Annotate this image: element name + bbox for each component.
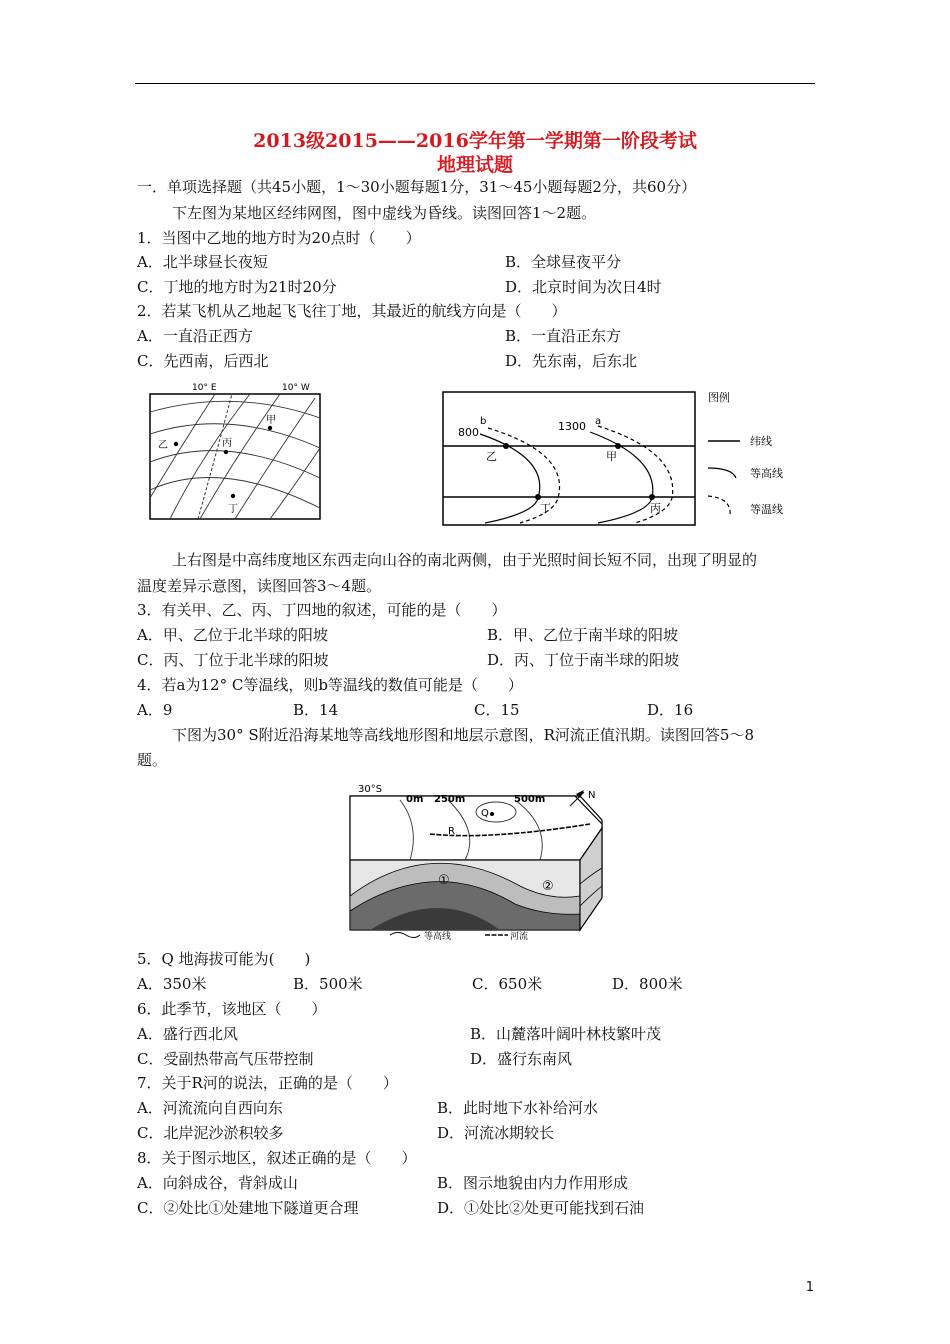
valley-figure xyxy=(440,388,800,528)
q7-option-d: D．河流冰期较长 xyxy=(437,1124,555,1142)
q5-option-a: A．350米 xyxy=(137,975,207,993)
q4-option-a: A．9 xyxy=(137,701,173,719)
q5-option-d: D．800米 xyxy=(612,975,683,993)
q6-option-d: D．盛行东南风 xyxy=(470,1050,573,1068)
q1-option-a: A．北半球昼长夜短 xyxy=(137,253,268,271)
graticule-figure xyxy=(140,378,330,524)
q1-option-d: D．北京时间为次日4时 xyxy=(505,278,662,296)
q2-option-c: C．先西南，后西北 xyxy=(137,352,269,370)
q6-option-a: A．盛行西北风 xyxy=(137,1025,238,1043)
label-30s: 30°S xyxy=(358,784,383,795)
q5-option-b: B．500米 xyxy=(293,975,363,993)
q7-option-b: B．此时地下水补给河水 xyxy=(437,1099,599,1117)
legend-river: 河流 xyxy=(510,932,529,942)
q8-option-c: C．②处比①处建地下隧道更合理 xyxy=(137,1199,359,1217)
legend-contour-b: 等高线 xyxy=(424,932,452,942)
q1-option-c: C．丁地的地方时为21时20分 xyxy=(137,278,337,296)
label-800: 800 xyxy=(458,426,479,439)
contour-0m: 0m xyxy=(406,794,424,805)
label-1300: 1300 xyxy=(558,420,586,433)
section-heading: 一．单项选择题（共45小题，1～30小题每题1分，31～45小题每题2分，共60分） xyxy=(137,178,697,196)
q2-option-d: D．先东南，后东北 xyxy=(505,352,638,370)
group2-intro-1: 上右图是中高纬度地区东西走向山谷的南北两侧，由于光照时间长短不同，出现了明显的 xyxy=(172,551,758,569)
group3-intro-2: 题。 xyxy=(137,751,168,769)
q6-option-b: B．山麓落叶阔叶林枝繁叶茂 xyxy=(470,1025,662,1043)
q4-option-b: B．14 xyxy=(293,701,339,719)
legend-contour: 等高线 xyxy=(750,467,783,480)
label-b: b xyxy=(480,416,487,427)
point-bing: 丙 xyxy=(222,438,232,449)
group3-intro-1: 下图为30° S附近沿海某地等高线地形图和地层示意图，R河流正值汛期。读图回答5～8 xyxy=(172,726,755,744)
contour-250m: 250m xyxy=(434,794,466,805)
q7-option-a: A．河流流向自西向东 xyxy=(137,1099,283,1117)
q3-option-d: D．丙、丁位于南半球的阳坡 xyxy=(487,651,680,669)
legend-isotherm: 等温线 xyxy=(750,503,783,516)
q7-stem: 7．关于R河的说法，正确的是（ ） xyxy=(137,1074,398,1092)
lon-label-10e: 10° E xyxy=(192,383,217,393)
point-ding-r: 丁 xyxy=(540,502,551,515)
point-q: Q xyxy=(481,808,489,819)
lon-label-10w: 10° W xyxy=(282,383,310,393)
point-yi-r: 乙 xyxy=(486,450,497,463)
subject-title: 地理试题 xyxy=(436,154,513,176)
group1-intro: 下左图为某地区经纬网图，图中虚线为昏线。读图回答1～2题。 xyxy=(172,204,597,222)
q4-option-c: C．15 xyxy=(474,701,520,719)
point-jia: 甲 xyxy=(266,415,276,426)
layer-2-label: ② xyxy=(542,879,554,894)
q6-stem: 6．此季节，该地区（ ） xyxy=(137,1000,327,1018)
layer-1-label: ① xyxy=(438,873,450,888)
point-ding: 丁 xyxy=(228,504,238,515)
q6-option-c: C．受副热带高气压带控制 xyxy=(137,1050,314,1068)
q8-option-b: B．图示地貌由内力作用形成 xyxy=(437,1174,629,1192)
legend-latitude: 纬线 xyxy=(750,435,772,448)
q7-option-c: C．北岸泥沙淤积较多 xyxy=(137,1124,284,1142)
label-a: a xyxy=(595,416,602,427)
group2-intro-2: 温度差异示意图，读图回答3～4题。 xyxy=(137,577,382,595)
q5-option-c: C．650米 xyxy=(472,975,543,993)
q5-stem: 5．Q 地海拔可能为( ) xyxy=(137,950,311,968)
q1-option-b: B．全球昼夜平分 xyxy=(505,253,622,271)
point-jia-r: 甲 xyxy=(606,450,617,463)
q8-option-a: A．向斜成谷，背斜成山 xyxy=(137,1174,298,1192)
block-diagram-figure xyxy=(340,776,610,942)
q2-option-b: B．一直沿正东方 xyxy=(505,327,622,345)
q3-option-b: B．甲、乙位于南半球的阳坡 xyxy=(487,626,679,644)
point-bing-r: 丙 xyxy=(650,502,661,515)
river-r-label: R xyxy=(448,826,455,837)
legend-title: 图例 xyxy=(708,391,730,404)
q8-stem: 8．关于图示地区，叙述正确的是（ ） xyxy=(137,1149,417,1167)
q3-option-a: A．甲、乙位于北半球的阳坡 xyxy=(137,626,328,644)
q4-stem: 4．若a为12° C等温线，则b等温线的数值可能是（ ） xyxy=(137,676,523,694)
page-number: 1 xyxy=(805,1280,814,1295)
header-rule xyxy=(135,83,815,84)
north-label: N xyxy=(588,790,596,801)
point-yi: 乙 xyxy=(158,440,168,451)
q2-option-a: A．一直沿正西方 xyxy=(137,327,253,345)
q2-stem: 2．若某飞机从乙地起飞飞往丁地，其最近的航线方向是（ ） xyxy=(137,302,567,320)
q1-stem: 1．当图中乙地的地方时为20点时（ ） xyxy=(137,229,421,247)
contour-500m: 500m xyxy=(514,794,546,805)
exam-title: 2013级2015——2016学年第一学期第一阶段考试 xyxy=(253,130,697,152)
q3-stem: 3．有关甲、乙、丙、丁四地的叙述，可能的是（ ） xyxy=(137,601,507,619)
q4-option-d: D．16 xyxy=(647,701,694,719)
q8-option-d: D．①处比②处更可能找到石油 xyxy=(437,1199,645,1217)
q3-option-c: C．丙、丁位于北半球的阳坡 xyxy=(137,651,329,669)
